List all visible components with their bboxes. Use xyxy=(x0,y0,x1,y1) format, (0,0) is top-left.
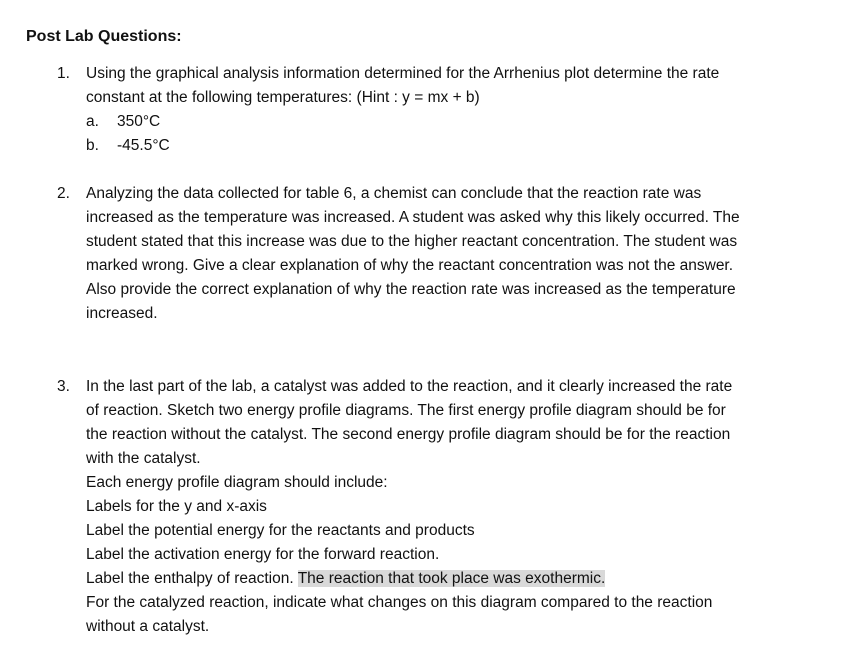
question-text xyxy=(86,62,826,110)
question-line: Label the activation energy for the forward reaction. xyxy=(86,546,440,563)
question-line: constant at the following temperatures: (Hint : y = mx + b) xyxy=(86,89,480,106)
question-line: student stated that this increase was due to the higher reactant concentration. The student was xyxy=(86,233,738,250)
enthalpy-line xyxy=(86,567,826,591)
question-number: 2. xyxy=(57,185,70,202)
question-line: For the catalyzed reaction, indicate what changes on this diagram compared to the reaction xyxy=(86,594,713,611)
question-line: with the catalyst. xyxy=(86,450,201,467)
question-line: increased as the temperature was increased. A student was asked why this likely occurred. The xyxy=(86,209,740,226)
question-line: Also provide the correct explanation of why the reaction rate was increased as the temperature xyxy=(86,281,736,298)
subitem-marker: a. xyxy=(86,113,99,130)
enthalpy-plain-text: Label the enthalpy of reaction. xyxy=(86,570,298,587)
highlighted-text: The reaction that took place was exothermic. xyxy=(297,570,606,587)
question-line: Using the graphical analysis information determined for the Arrhenius plot determine the rate xyxy=(86,65,720,82)
question-line: Analyzing the data collected for table 6, a chemist can conclude that the reaction rate was xyxy=(86,185,702,202)
subitem-text: 350°C xyxy=(117,113,161,130)
question-line: Each energy profile diagram should include: xyxy=(86,474,388,491)
question-line: Labels for the y and x-axis xyxy=(86,498,267,515)
question-line: Label the potential energy for the reactants and products xyxy=(86,522,475,539)
question-text xyxy=(86,182,826,326)
question-number: 3. xyxy=(57,378,70,395)
subitem-text: -45.5°C xyxy=(117,137,170,154)
question-line: In the last part of the lab, a catalyst was added to the reaction, and it clearly increased the rate xyxy=(86,378,733,395)
question-line: increased. xyxy=(86,305,158,322)
question-line: marked wrong. Give a clear explanation of why the reactant concentration was not the answer. xyxy=(86,257,734,274)
page-heading: Post Lab Questions: xyxy=(26,28,182,45)
question-line: without a catalyst. xyxy=(86,618,210,635)
question-text xyxy=(86,375,826,639)
subitem-marker: b. xyxy=(86,137,99,154)
question-line: the reaction without the catalyst. The second energy profile diagram should be for the reaction xyxy=(86,426,731,443)
question-number: 1. xyxy=(57,65,70,82)
question-line: of reaction. Sketch two energy profile diagrams. The first energy profile diagram should be for xyxy=(86,402,726,419)
